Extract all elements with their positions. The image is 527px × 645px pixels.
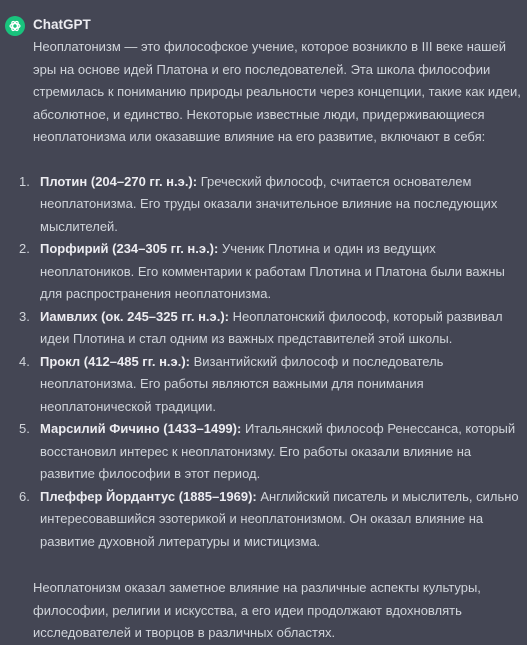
list-item <box>19 238 523 306</box>
person-description: Английский писатель и мыслитель, сильно интересовавшийся эзотерикой и неоплатонизмом. Он оказал влияние на развитие духовной литературы и мистицизма. <box>40 488 519 549</box>
sender-name: ChatGPT <box>33 17 91 32</box>
openai-logo-icon <box>8 19 22 33</box>
person-name: Иамвлих (ок. 245–325 гг. н.э.): <box>40 308 229 324</box>
list-item <box>19 306 523 351</box>
person-description: Ученик Плотина и один из ведущих неоплатоников. Его комментарии к работам Плотина и Платона были важны для распространения неоплатонизма. <box>40 241 505 301</box>
list-item <box>19 171 523 239</box>
person-name: Плотин (204–270 гг. н.э.): <box>40 173 198 189</box>
list-number: 2. <box>19 241 30 256</box>
list-item <box>19 418 523 486</box>
list-number: 5. <box>19 421 30 436</box>
intro-paragraph: Неоплатонизм — это философское учение, которое возникло в III веке нашей эры на основе идей Платона и его последователей. Эта школа философии стремилась к пониманию природы реальности через концепции, такие как идеи, абсолютное, и единство. Некоторые известные люди, придерживающиеся неоплатонизма или оказавшие влияние на его развитие, включают в себя: <box>33 39 521 144</box>
person-name: Прокл (412–485 гг. н.э.): <box>40 353 190 369</box>
chatgpt-avatar <box>5 16 25 36</box>
person-description: Неоплатонский философ, который развивал идеи Плотина и стал одним из важных представителей этой школы. <box>40 308 503 346</box>
neoplatonists-list <box>19 171 523 554</box>
list-item <box>19 486 523 554</box>
list-number: 6. <box>19 488 30 504</box>
person-name: Марсилий Фичино (1433–1499): <box>40 421 242 436</box>
person-name: Плеффер Йордантус (1885–1969): <box>40 488 257 504</box>
list-number: 1. <box>19 173 30 189</box>
person-description: Греческий философ, считается основателем неоплатонизма. Его труды оказали значительное влияние на последующих мыслителей. <box>40 173 498 234</box>
person-description: Византийский философ и последователь неоплатонизма. Его работы являются важными для понимания неоплатонической традиции. <box>40 353 444 414</box>
list-number: 3. <box>19 308 30 324</box>
list-item <box>19 351 523 419</box>
message-content <box>19 36 523 645</box>
person-name: Порфирий (234–305 гг. н.э.): <box>40 241 219 256</box>
conclusion-paragraph: Неоплатонизм оказал заметное влияние на различные аспекты культуры, философии, религии и искусства, а его идеи продолжают вдохновлять исследователей и творцов в различных областях. <box>33 580 481 640</box>
person-description: Итальянский философ Ренессанса, который восстановил интерес к неоплатонизму. Его работы оказали влияние на развитие философии в этот период. <box>40 421 516 481</box>
list-number: 4. <box>19 353 30 369</box>
